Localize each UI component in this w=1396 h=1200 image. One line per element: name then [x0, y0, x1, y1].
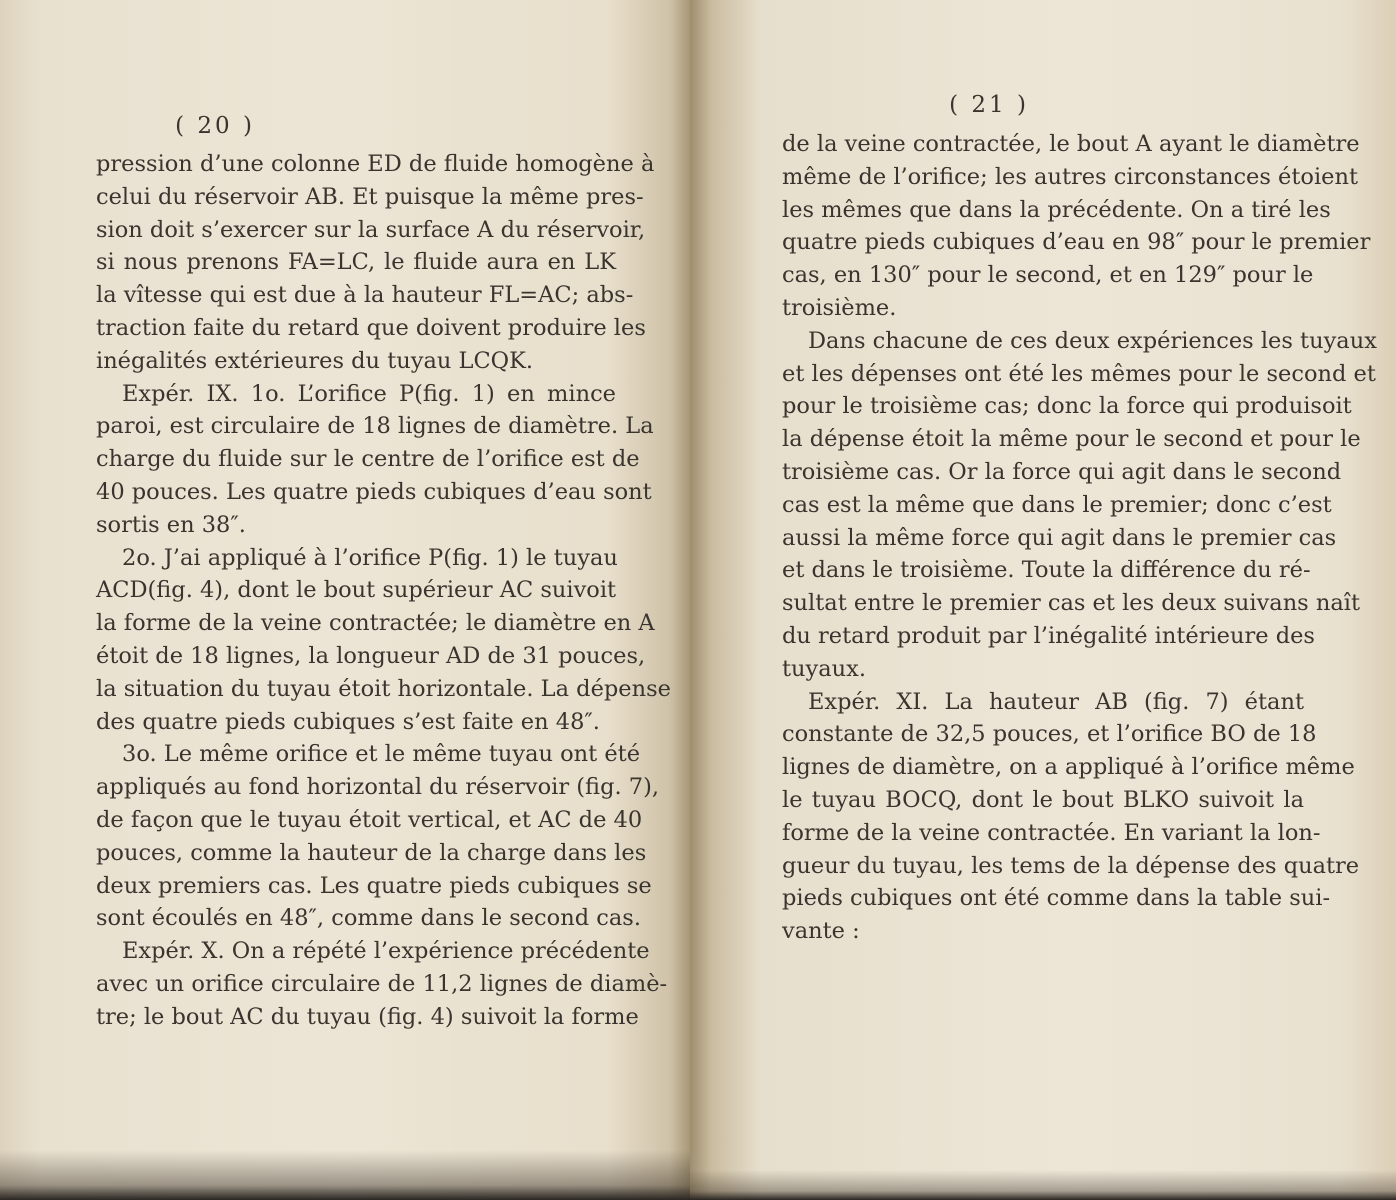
page-number: ( 21 ) [949, 92, 1029, 118]
text-line: du retard produit par l’inégalité intérieure des [782, 622, 1315, 649]
text-line: et dans le troisième. Toute la différence du ré- [782, 557, 1311, 584]
text-line: la situation du tuyau étoit horizontale. La dépense [96, 675, 671, 702]
text-line: 40 pouces. Les quatre pieds cubiques d’eau sont [96, 478, 652, 505]
text-line: pieds cubiques ont été comme dans la table sui- [782, 885, 1331, 912]
text-line: tuyaux. [782, 655, 866, 682]
text-line: de façon que le tuyau étoit vertical, et AC de 40 [96, 806, 643, 833]
text-line: paroi, est circulaire de 18 lignes de diamètre. La [96, 413, 654, 440]
text-line: pression d’une colonne ED de fluide homogène à [96, 151, 655, 177]
text-line: sortis en 38″. [96, 511, 246, 538]
text-line: Expér. X. On a répété l’expérience précédente [122, 938, 650, 965]
text-line: étoit de 18 lignes, la longueur AD de 31 pouces, [96, 642, 646, 669]
page-text [96, 148, 671, 1034]
text-line: gueur du tuyau, les tems de la dépense des quatre [782, 852, 1360, 879]
text-line: cas est la même que dans le premier; donc c’est [782, 491, 1332, 518]
text-line: et les dépenses ont été les mêmes pour le second et [782, 360, 1376, 387]
text-line: tre; le bout AC du tuyau (fig. 4) suivoit la forme [96, 1003, 639, 1030]
text-line: inégalités extérieures du tuyau LCQK. [96, 347, 534, 374]
text-line: sont écoulés en 48″, comme dans le second cas. [96, 905, 641, 932]
text-line: la vîtesse qui est due à la hauteur FL=AC; abs- [96, 282, 634, 309]
text-line: troisième. [782, 294, 897, 321]
text-line: des quatre pieds cubiques s’est faite en 48″. [96, 708, 600, 735]
text-line: sultat entre le premier cas et les deux suivans naît [782, 590, 1361, 617]
text-line: troisième cas. Or la force qui agit dans le second [782, 458, 1342, 485]
text-line: charge du fluide sur le centre de l’orifice est de [96, 446, 640, 473]
text-line: lignes de diamètre, on a appliqué à l’orifice même [782, 754, 1355, 781]
text-line: si nous prenons FA=LC, le fluide aura en LK [96, 249, 616, 276]
text-line: pour le troisième cas; donc la force qui produisoit [782, 393, 1352, 420]
text-line: traction faite du retard que doivent produire les [96, 314, 646, 341]
right-page [690, 0, 1396, 1200]
text-line: Expér. XI. La hauteur AB (fig. 7) étant [808, 688, 1304, 715]
text-line: les mêmes que dans la précédente. On a tiré les [782, 196, 1331, 223]
text-line: deux premiers cas. Les quatre pieds cubiques se [96, 872, 652, 899]
text-line: forme de la veine contractée. En variant la lon- [782, 819, 1321, 846]
text-line: cas, en 130″ pour le second, et en 129″ pour le [782, 262, 1314, 289]
text-line: 2o. J’ai appliqué à l’orifice P(fig. 1) le tuyau [122, 544, 618, 571]
text-line: sion doit s’exercer sur la surface A du réservoir, [96, 216, 646, 243]
text-line: appliqués au fond horizontal du réservoir (fig. 7), [96, 774, 660, 801]
text-line: quatre pieds cubiques d’eau en 98″ pour le premier [782, 229, 1371, 256]
text-line: vante : [782, 918, 860, 945]
text-line: pouces, comme la hauteur de la charge dans les [96, 839, 647, 866]
text-line: aussi la même force qui agit dans le premier cas [782, 524, 1337, 551]
page-text [782, 128, 1377, 948]
text-line: Expér. IX. 1o. L’orifice P(fig. 1) en mince [122, 380, 616, 407]
text-line: le tuyau BOCQ, dont le bout BLKO suivoit la [782, 786, 1304, 813]
text-line: 3o. Le même orifice et le même tuyau ont été [122, 741, 641, 768]
text-line: de la veine contractée, le bout A ayant le diamètre [782, 131, 1360, 157]
text-line: celui du réservoir AB. Et puisque la même pres- [96, 183, 644, 210]
page-number: ( 20 ) [175, 113, 255, 139]
text-line: même de l’orifice; les autres circonstances étoient [782, 163, 1359, 190]
text-line: ACD(fig. 4), dont le bout supérieur AC suivoit [96, 577, 617, 604]
text-line: la dépense étoit la même pour le second et pour le [782, 426, 1361, 453]
text-line: avec un orifice circulaire de 11,2 lignes de diamè- [96, 970, 668, 997]
text-line: Dans chacune de ces deux expériences les tuyaux [808, 327, 1377, 354]
text-line: constante de 32,5 pouces, et l’orifice BO de 18 [782, 721, 1317, 748]
left-page [0, 0, 690, 1200]
text-line: la forme de la veine contractée; le diamètre en A [96, 610, 655, 637]
